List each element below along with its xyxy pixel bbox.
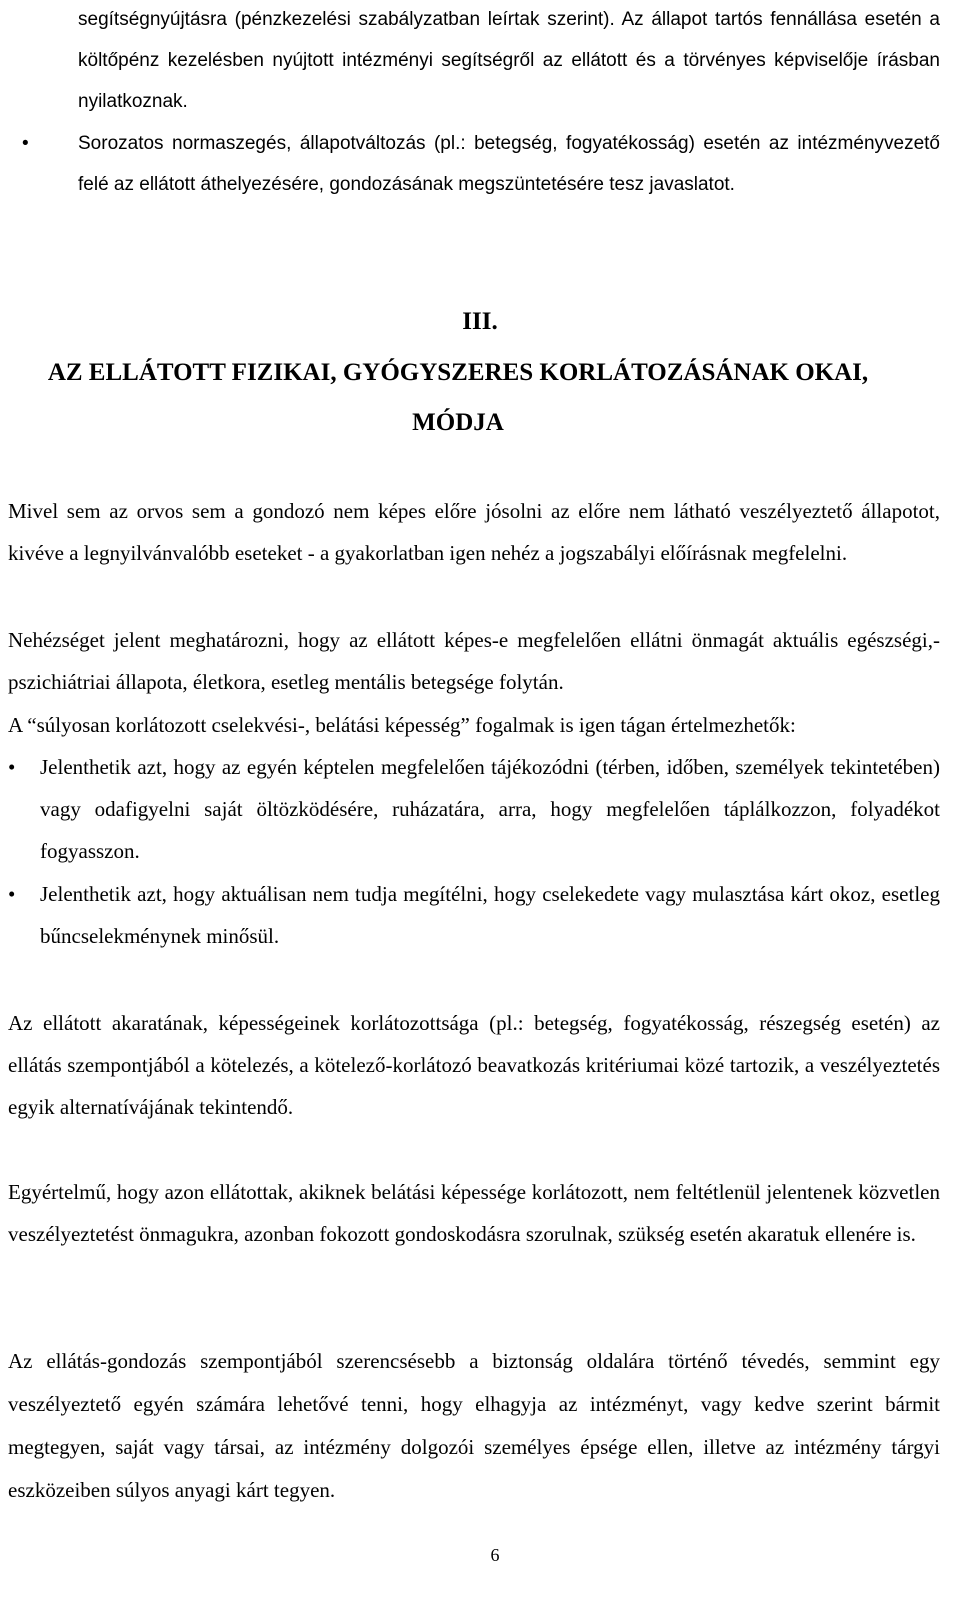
page-number: 6 xyxy=(490,1545,500,1565)
continuation-paragraph: segítségnyújtásra (pénzkezelési szabályzatban leírtak szerint). Az állapot tartós fennállása esetén a költőpénz kezelésben nyújtott intézményi segítségről az ellátott és a törvényes képviselője írásban nyilatkoznak. xyxy=(78,9,940,112)
bullet-icon: • xyxy=(8,882,16,906)
paragraph-6: Az ellátás-gondozás szempontjából szerencsésebb a biztonság oldalára történő tévedés, semmint egy veszélyeztető egyén számára lehetővé tenni, hogy elhagyja az intézményt, vagy kedve szerint bármit megtegyen, saját vagy társai, az intézmény dolgozói személyes épsége ellen, illetve az intézmény tárgyi eszközeiben súlyos anyagi kárt tegyen. xyxy=(8,1349,940,1502)
list-item: • Jelenthetik azt, hogy az egyén képtelen megfelelően tájékozódni (térben, időben, személyek tekintetében) vagy odafigyelni saját öltözködésére, ruházatára, arra, hogy megfelelően táplálkozzon, folyadékot fogyasszon. xyxy=(40,746,940,872)
bullet-item-normaszeges: • Sorozatos normaszegés, állapotváltozás (pl.: betegség, fogyatékosság) esetén az intézményvezető felé az ellátott áthelyezésére, gondozásának megszüntetésére tesz javaslatot. xyxy=(78,123,940,205)
paragraph-3: A “súlyosan korlátozott cselekvési-, belátási képesség” fogalmak is igen tágan értelmezhetők: xyxy=(8,713,796,737)
section-number: III. xyxy=(462,308,498,335)
bullet-icon: • xyxy=(22,133,29,154)
paragraph-4: Az ellátott akaratának, képességeinek korlátozottsága (pl.: betegség, fogyatékosság, részegség esetén) az ellátás szempontjából a kötelezés, a kötelező-korlátozó beavatkozás kritériumai közé tartozik, a veszélyeztetés egyik alternatívájának tekintendő. xyxy=(8,1011,940,1119)
paragraph-5: Egyértelmű, hogy azon ellátottak, akiknek belátási képessége korlátozott, nem feltétlenül jelentenek közvetlen veszélyeztetést önmagukra, azonban fokozott gondoskodásra szorulnak, szükség esetén akaratuk ellenére is. xyxy=(8,1180,940,1246)
paragraph-1: Mivel sem az orvos sem a gondozó nem képes előre jósolni az előre nem látható veszélyeztető állapotot, kivéve a legnyilvánvalóbb eseteket - a gyakorlatban igen nehéz a jogszabályi előírásnak megfelelni. xyxy=(8,499,940,565)
list-item: • Jelenthetik azt, hogy aktuálisan nem tudja megítélni, hogy cselekedete vagy mulasztása kárt okoz, esetleg bűncselekménynek minősül. xyxy=(40,873,940,957)
paragraph-2: Nehézséget jelent meghatározni, hogy az ellátott képes-e megfelelően ellátni önmagát aktuális egészségi,- pszichiátriai állapota, életkora, esetleg mentális betegsége folytán. xyxy=(8,628,940,694)
section-title: AZ ELLÁTOTT FIZIKAI, GYÓGYSZERES KORLÁTOZÁSÁNAK OKAI, MÓDJA xyxy=(47,359,869,436)
bullet-icon: • xyxy=(8,755,16,779)
